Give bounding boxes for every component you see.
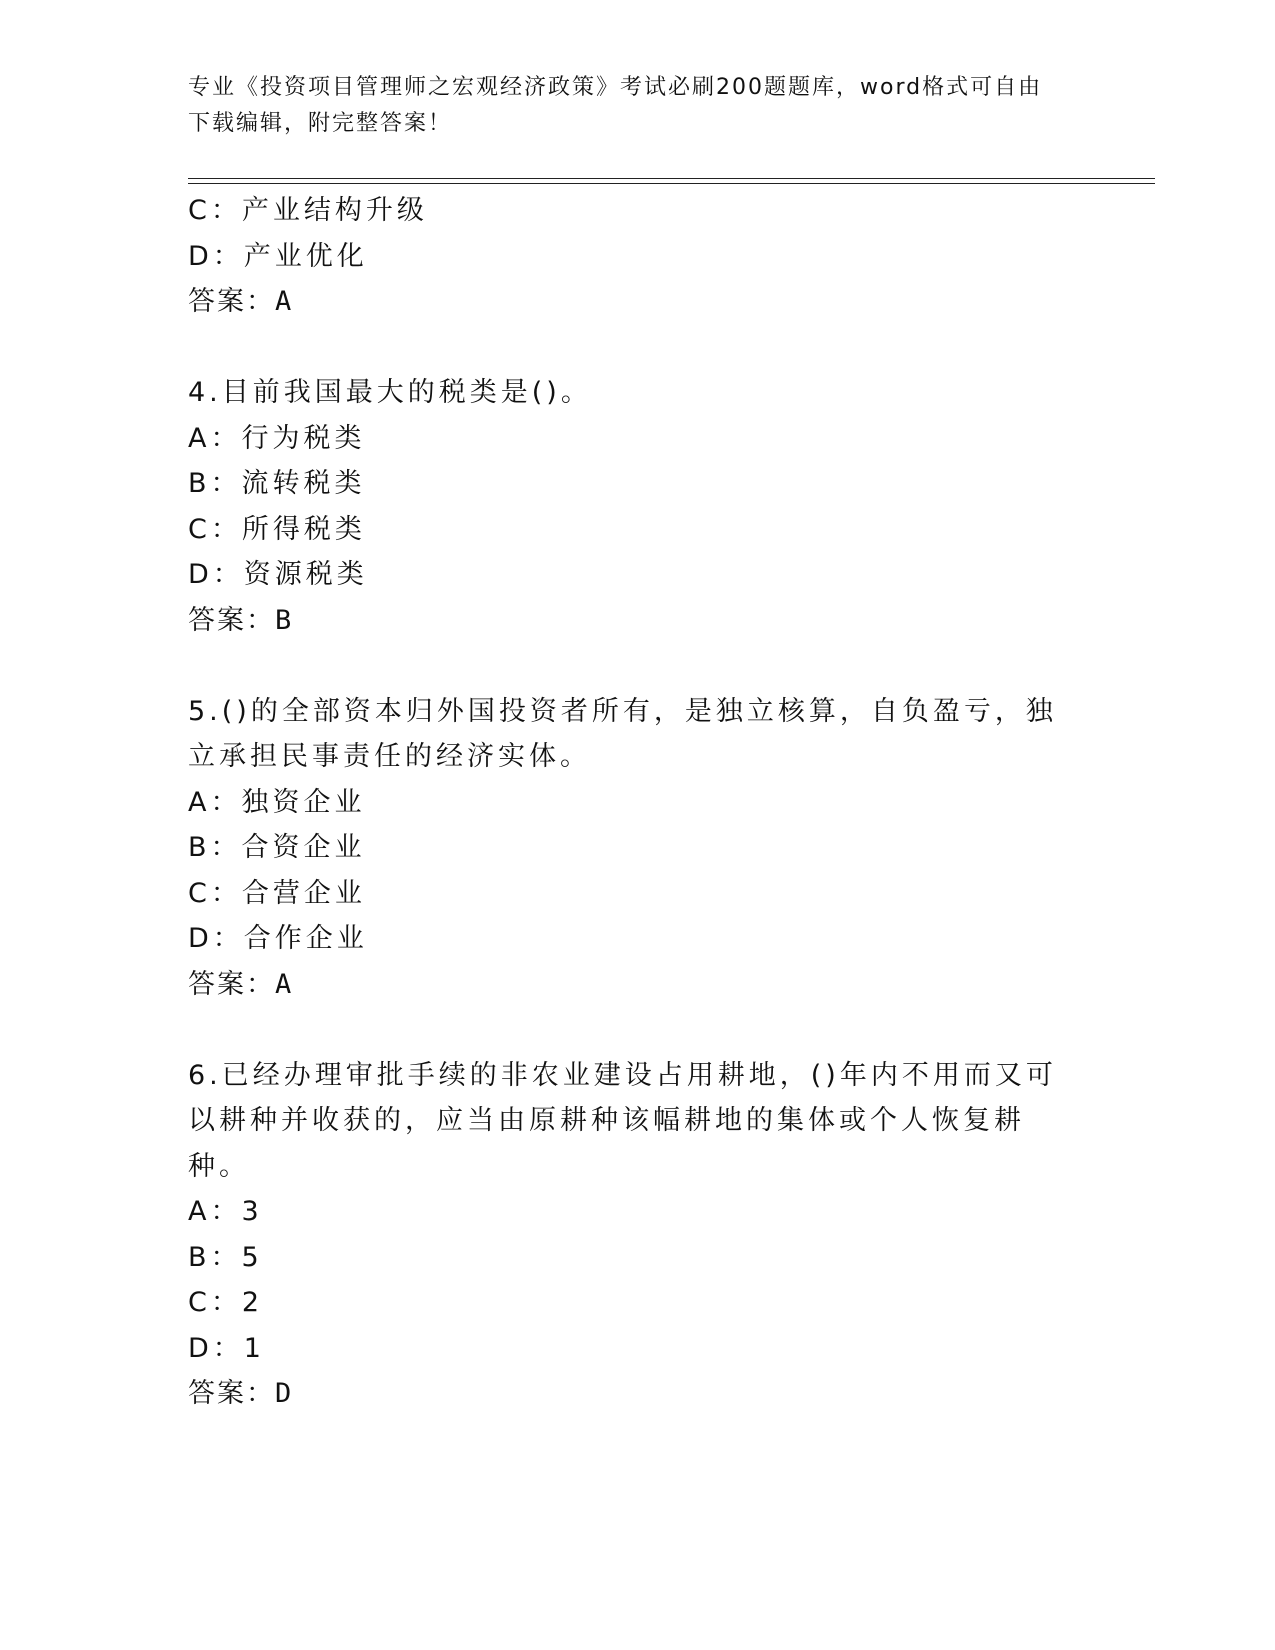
option-a: A：3 xyxy=(188,1196,263,1227)
option-c: C：所得税类 xyxy=(188,513,366,545)
question-4 xyxy=(188,370,1068,643)
question-5 xyxy=(188,689,1068,1008)
answer-value: B xyxy=(275,604,294,636)
question-gap xyxy=(188,1007,1068,1053)
answer-line xyxy=(188,962,1068,1008)
option-b: B：流转税类 xyxy=(188,468,366,499)
option-d: D：资源税类 xyxy=(188,559,368,590)
answer-value: D xyxy=(275,1378,294,1409)
question-6 xyxy=(188,1053,1068,1417)
option-c: C：产业结构升级 xyxy=(188,195,428,226)
answer-label: 答案： xyxy=(188,604,275,636)
option-c: C：2 xyxy=(188,1287,264,1318)
header-line-1: 专业《投资项目管理师之宏观经济政策》考试必刷200题题库，word格式可自由 xyxy=(188,75,1043,100)
header-divider-bottom xyxy=(188,183,1155,184)
option-a: A：独资企业 xyxy=(188,786,366,818)
answer-value: A xyxy=(275,286,294,317)
answer-line xyxy=(188,279,1068,325)
option-d: D：合作企业 xyxy=(188,923,368,954)
option-a: A：行为税类 xyxy=(188,422,366,454)
answer-label: 答案： xyxy=(188,968,275,1000)
option-d: D：产业优化 xyxy=(188,240,368,272)
answer-label: 答案： xyxy=(188,286,275,317)
question-gap xyxy=(188,643,1068,689)
question-list xyxy=(188,188,1068,1417)
question-stem: 4.目前我国最大的税类是()。 xyxy=(188,377,592,408)
question-stem: 6.已经办理审批手续的非农业建设占用耕地，()年内不用而又可以耕种并收获的，应当由原耕种该幅耕地的集体或个人恢复耕种。 xyxy=(188,1059,1057,1182)
header-divider-top xyxy=(188,178,1155,179)
question-3-tail xyxy=(188,188,1068,325)
option-b: B：合资企业 xyxy=(188,832,366,863)
answer-line xyxy=(188,598,1068,644)
option-c: C：合营企业 xyxy=(188,877,366,909)
question-stem: 5.()的全部资本归外国投资者所有，是独立核算，自负盈亏，独立承担民事责任的经济实体。 xyxy=(188,695,1057,772)
option-d: D：1 xyxy=(188,1332,265,1364)
document-header xyxy=(188,70,1068,142)
header-line-2: 下载编辑，附完整答案！ xyxy=(188,111,453,136)
answer-label: 答案： xyxy=(188,1378,275,1409)
answer-line xyxy=(188,1371,1068,1417)
question-gap xyxy=(188,325,1068,371)
option-b: B：5 xyxy=(188,1241,263,1273)
answer-value: A xyxy=(275,968,294,1000)
